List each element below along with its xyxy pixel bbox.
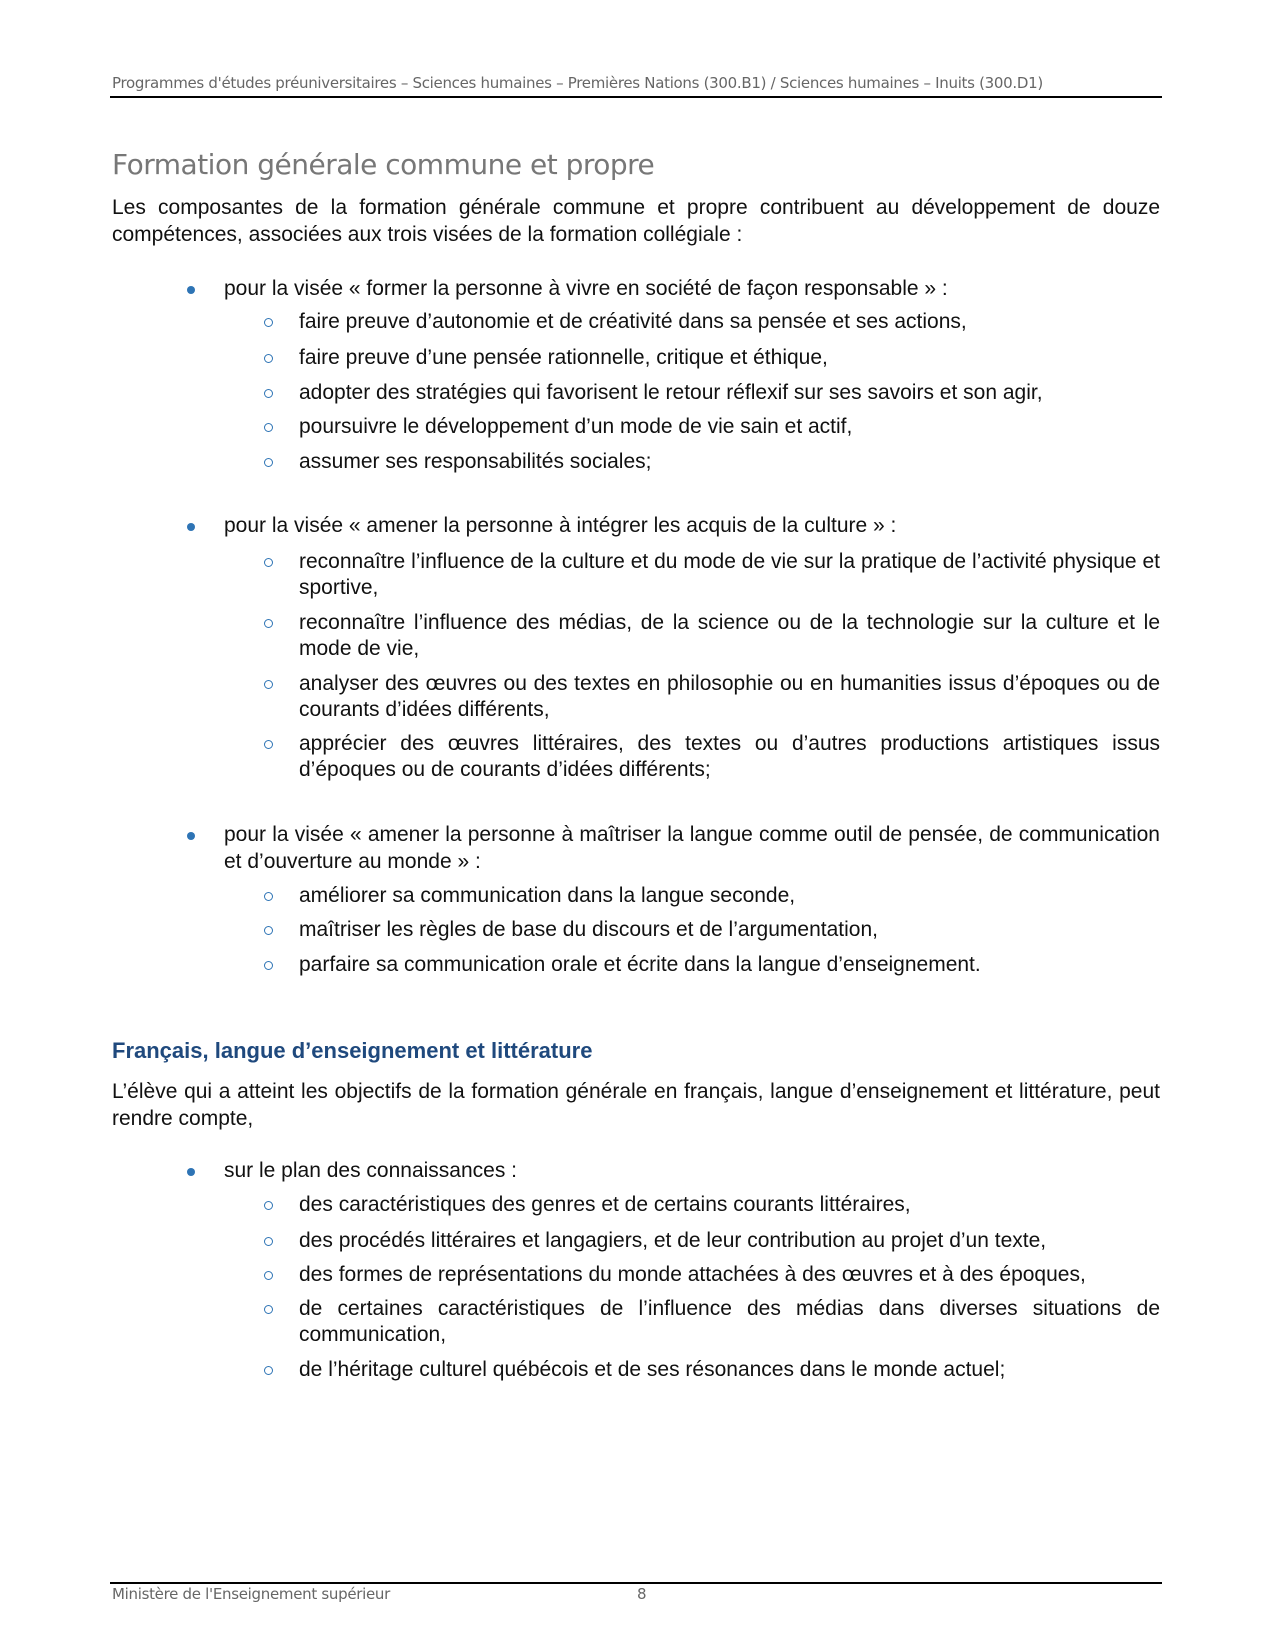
- bullet-icon: [187, 832, 195, 840]
- circle-bullet-icon: [264, 926, 273, 935]
- footer-publisher: Ministère de l'Enseignement supérieur: [112, 1585, 391, 1603]
- circle-bullet-icon: [264, 1366, 273, 1375]
- sub-list-item: adopter des stratégies qui favorisent le retour réflexif sur ses savoirs et son agir,: [299, 381, 1043, 404]
- circle-bullet-icon: [264, 389, 273, 398]
- circle-bullet-icon: [264, 318, 273, 327]
- sub-list-item: maîtriser les règles de base du discours et de l’argumentation,: [299, 918, 878, 941]
- sub-list-item: des formes de représentations du monde attachées à des œuvres et à des époques,: [299, 1263, 1086, 1286]
- circle-bullet-icon: [264, 619, 273, 628]
- circle-bullet-icon: [264, 740, 273, 749]
- circle-bullet-icon: [264, 680, 273, 689]
- intro-paragraph: Les composantes de la formation générale commune et propre contribuent au développement de douze compétences, associées aux trois visées de la formation collégiale :: [112, 196, 1160, 246]
- circle-bullet-icon: [264, 1305, 273, 1314]
- circle-bullet-icon: [264, 1201, 273, 1210]
- circle-bullet-icon: [264, 1237, 273, 1246]
- sub-list-item: assumer ses responsabilités sociales;: [299, 450, 652, 473]
- sub-list-item: des procédés littéraires et langagiers, et de leur contribution au projet d’un texte,: [299, 1229, 1047, 1252]
- circle-bullet-icon: [264, 961, 273, 970]
- sub-list-item: reconnaître l’influence des médias, de la science ou de la technologie sur la culture et le mode de vie,: [299, 611, 1160, 660]
- circle-bullet-icon: [264, 558, 273, 567]
- section-title: Formation générale commune et propre: [112, 148, 655, 181]
- sub-list-item: faire preuve d’une pensée rationnelle, critique et éthique,: [299, 346, 828, 369]
- bullet-icon: [187, 1168, 195, 1176]
- header-rule: [110, 96, 1162, 98]
- list-item: sur le plan des connaissances :: [224, 1159, 518, 1182]
- list-item: pour la visée « amener la personne à intégrer les acquis de la culture » :: [224, 514, 897, 537]
- circle-bullet-icon: [264, 354, 273, 363]
- sub-list-item: de l’héritage culturel québécois et de ses résonances dans le monde actuel;: [299, 1358, 1006, 1381]
- intro-paragraph: L’élève qui a atteint les objectifs de la formation générale en français, langue d’enseignement et littérature, peut rendre compte,: [112, 1080, 1160, 1130]
- sub-list-item: de certaines caractéristiques de l’influence des médias dans diverses situations de communication,: [299, 1297, 1160, 1346]
- running-header: Programmes d'études préuniversitaires – Sciences humaines – Premières Nations (300.B1) / Sciences humaines – Inuits (300.D1): [112, 74, 1043, 92]
- sub-list-item: des caractéristiques des genres et de certains courants littéraires,: [299, 1193, 911, 1216]
- list-item: pour la visée « former la personne à vivre en société de façon responsable » :: [224, 277, 948, 300]
- list-item: pour la visée « amener la personne à maîtriser la langue comme outil de pensée, de communication et d’ouverture au monde » :: [224, 823, 1160, 873]
- sub-list-item: reconnaître l’influence de la culture et du mode de vie sur la pratique de l’activité physique et sportive,: [299, 550, 1160, 599]
- footer-rule: [110, 1582, 1162, 1584]
- sub-list-item: poursuivre le développement d’un mode de vie sain et actif,: [299, 415, 853, 438]
- circle-bullet-icon: [264, 423, 273, 432]
- bullet-icon: [187, 286, 195, 294]
- sub-list-item: apprécier des œuvres littéraires, des textes ou d’autres productions artistiques issus d’époques ou de courants d’idées différents;: [299, 732, 1160, 781]
- sub-list-item: parfaire sa communication orale et écrite dans la langue d’enseignement.: [299, 953, 981, 976]
- circle-bullet-icon: [264, 458, 273, 467]
- circle-bullet-icon: [264, 1271, 273, 1280]
- bullet-icon: [187, 523, 195, 531]
- section-heading: Français, langue d’enseignement et littérature: [112, 1038, 593, 1063]
- circle-bullet-icon: [264, 892, 273, 901]
- sub-list-item: faire preuve d’autonomie et de créativité dans sa pensée et ses actions,: [299, 310, 967, 333]
- sub-list-item: analyser des œuvres ou des textes en philosophie ou en humanities issus d’époques ou de courants d’idées différents,: [299, 672, 1160, 721]
- sub-list-item: améliorer sa communication dans la langue seconde,: [299, 884, 796, 907]
- page-number: 8: [637, 1585, 647, 1603]
